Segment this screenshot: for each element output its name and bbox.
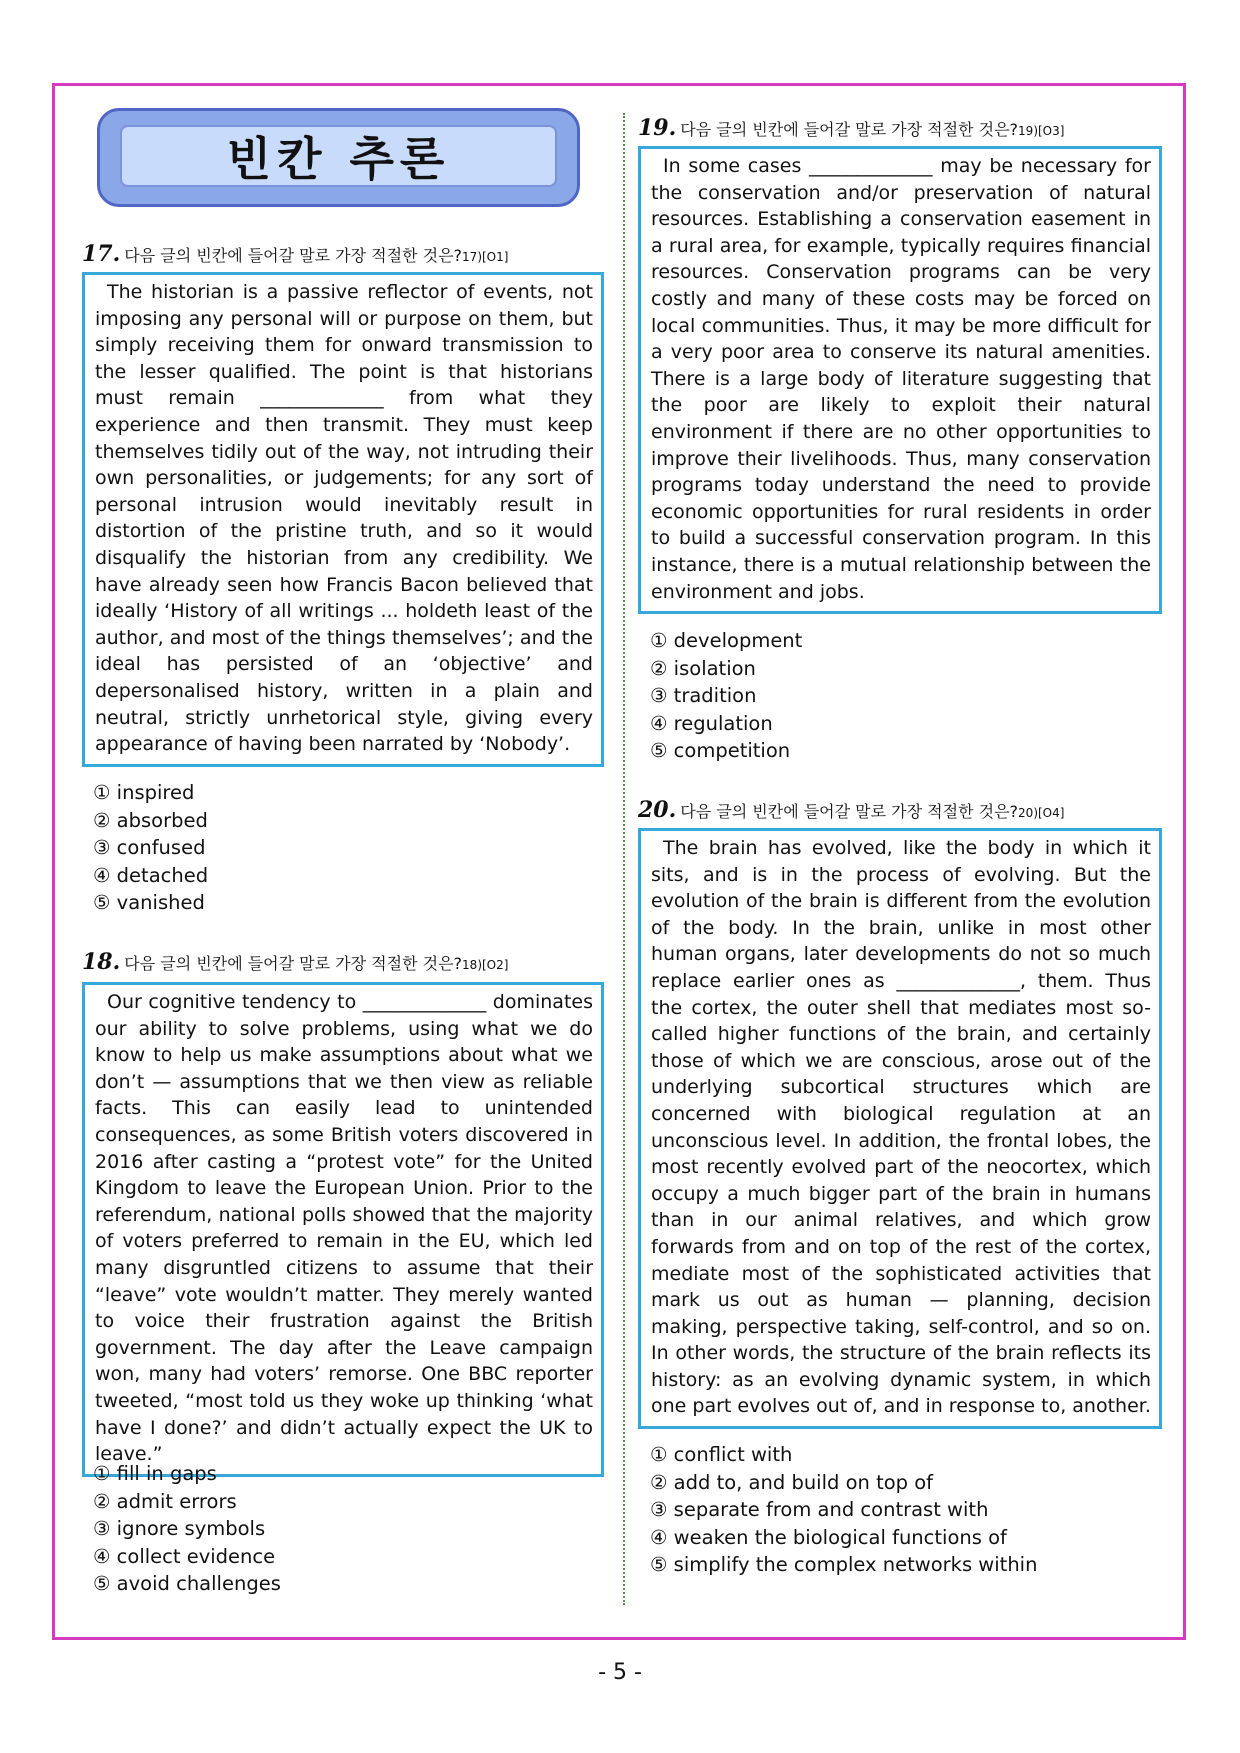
option[interactable]: ④ weaken the biological functions of xyxy=(650,1525,1007,1549)
question-prompt: 다음 글의 빈칸에 들어갈 말로 가장 적절한 것은? xyxy=(124,954,463,973)
question-ref: 19)[O3] xyxy=(1018,124,1065,138)
section-title: 빈칸 추론 xyxy=(120,125,557,187)
question-19-header xyxy=(638,115,1064,141)
question-18-header xyxy=(82,949,508,975)
question-number: 20. xyxy=(638,797,677,823)
page-number: - 5 - xyxy=(598,1660,642,1685)
option[interactable]: ③ separate from and contrast with xyxy=(650,1498,989,1522)
question-ref: 20)[O4] xyxy=(1018,806,1065,820)
question-18-options xyxy=(93,1460,281,1598)
option[interactable]: ④ detached xyxy=(93,863,209,887)
question-ref: 17)[O1] xyxy=(462,250,509,264)
question-20-options xyxy=(650,1441,1037,1579)
question-17-passage: The historian is a passive reflector of events, not imposing any personal will or purpose on them, but simply receiving them for onward transmission to the lesser qualified. The point is that historians must remain _____________ from what they experience and then transmit. They must keep themselves tidily out of the way, not intruding their own personalities, or judgements; for any sort of personal intrusion would inevitably result in distortion of the pristine truth, and so it would disqualify the historian from any credibility. We have already seen how Francis Bacon believed that ideally ‘History of all writings ... holdeth least of the author, and most of the things themselves’; and the ideal has persisted of an ‘objective’ and depersonalised history, written in a plain and neutral, strictly unrhetorical style, giving every appearance of having been narrated by ‘Nobody’. xyxy=(82,272,604,767)
option[interactable]: ③ tradition xyxy=(650,684,757,708)
option[interactable]: ③ ignore symbols xyxy=(93,1517,266,1541)
option[interactable]: ② add to, and build on top of xyxy=(650,1470,934,1494)
question-19-passage: In some cases _____________ may be necessary for the conservation and/or preservation of natural resources. Establishing a conservation easement in a rural area, for example, typically requires financial resources. Conservation programs can be very costly and many of these costs may be forced on local communities. Thus, it may be more difficult for a very poor area to conserve its natural amenities. There is a large body of literature suggesting that the poor are likely to exploit their natural environment if there are no other opportunities to improve their livelihoods. Thus, many conservation programs today understand the need to provide economic opportunities for rural residents in order to build a successful conservation program. In this instance, there is a mutual relationship between the environment and jobs. xyxy=(638,146,1162,614)
option[interactable]: ⑤ vanished xyxy=(93,891,205,915)
option[interactable]: ④ collect evidence xyxy=(93,1544,276,1568)
option[interactable]: ④ regulation xyxy=(650,711,773,735)
question-19-options xyxy=(650,627,802,765)
option[interactable]: ① conflict with xyxy=(650,1443,793,1466)
option[interactable]: ⑤ simplify the complex networks within xyxy=(650,1553,1038,1577)
option[interactable]: ② admit errors xyxy=(93,1489,237,1513)
question-18-passage: Our cognitive tendency to _____________ dominates our ability to solve problems, using what we do know to help us make assumptions about what we don’t — assumptions that we then view as reliable facts. This can easily lead to unintended consequences, as some British voters discovered in 2016 after casting a “protest vote” for the United Kingdom to leave the European Union. Prior to the referendum, national polls showed that the majority of voters preferred to remain in the EU, which led many disgruntled citizens to assume that their “leave” vote wouldn’t matter. They merely wanted to voice their frustration against the British government. The day after the Leave campaign won, many had voters’ remorse. One BBC reporter tweeted, “most told us they woke up thinking ‘what have I done?’ and didn’t actually expect the UK to leave.” xyxy=(82,982,604,1477)
option[interactable]: ③ confused xyxy=(93,836,206,860)
option[interactable]: ② absorbed xyxy=(93,808,208,832)
option[interactable]: ① inspired xyxy=(93,781,195,804)
option[interactable]: ⑤ avoid challenges xyxy=(93,1572,281,1596)
option[interactable]: ① fill in gaps xyxy=(93,1462,217,1485)
question-number: 17. xyxy=(82,241,121,267)
question-17-header xyxy=(82,241,508,267)
question-number: 19. xyxy=(638,115,677,141)
question-prompt: 다음 글의 빈칸에 들어갈 말로 가장 적절한 것은? xyxy=(124,246,463,265)
question-ref: 18)[O2] xyxy=(462,958,509,972)
column-divider xyxy=(623,113,625,1605)
question-17-options xyxy=(93,779,208,917)
question-20-header xyxy=(638,797,1064,823)
question-number: 18. xyxy=(82,949,121,975)
question-20-passage: The brain has evolved, like the body in which it sits, and is in the process of evolving. But the evolution of the brain is different from the evolution of the body. In the brain, unlike in most other human organs, later developments do not so much replace earlier ones as _____________, them. Thus the cortex, the outer shell that mediates most so-called higher functions of the brain, and certainly those of which we are conscious, arose out of the underlying subcortical structures which are concerned with biological regulation at an unconscious level. In addition, the frontal lobes, the most recently evolved part of the neocortex, which occupy a much bigger part of the brain in humans than in our animal relatives, and which grow forwards from and on top of the rest of the cortex, mediate most of the sophisticated activities that mark us out as human — planning, decision making, perspective taking, self-control, and so on. In other words, the structure of the brain reflects its history: as an evolving dynamic system, in which one part evolves out of, and in response to, another. xyxy=(638,828,1162,1429)
option[interactable]: ② isolation xyxy=(650,656,756,680)
question-prompt: 다음 글의 빈칸에 들어갈 말로 가장 적절한 것은? xyxy=(680,802,1019,821)
question-prompt: 다음 글의 빈칸에 들어갈 말로 가장 적절한 것은? xyxy=(680,120,1019,139)
option[interactable]: ① development xyxy=(650,629,803,652)
option[interactable]: ⑤ competition xyxy=(650,739,791,763)
